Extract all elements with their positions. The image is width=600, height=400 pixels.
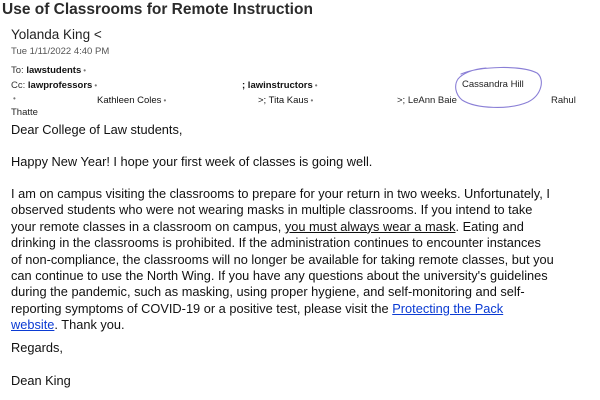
recipient-cassandra-hill[interactable]: Cassandra Hill (462, 79, 524, 90)
regards-text: Regards, (11, 340, 63, 355)
recipient-dot-wrap (11, 93, 16, 104)
website-link[interactable]: website (11, 317, 55, 333)
recipient-lawinstructors-wrap (242, 80, 318, 91)
recipient-dot-icon: • (83, 66, 87, 75)
signature: Dean King (11, 373, 71, 388)
paragraph-main: I am on campus visiting the classrooms to prepare for your return in two weeks. Unfortunately, I observed students who were not wearing masks in multiple classrooms. If you intend to take your remote classes in a classroom on campus, you must always wear a mask. Eating and drinking in the classrooms is prohibited. If the administration continues to encounter instances of non-compliance, the classrooms will no longer be available for taking remote classes, but you can continue to use the North Wing. If you have any questions about the university's guidelines during the pandemic, such as masking, using proper hygiene, and self-monitoring and self- reporting symptoms of COVID-19 or a positive test, please visit the Protecting the Pack website. Thank you. (11, 186, 554, 333)
email-greeting: Dear College of Law students, (11, 122, 183, 137)
recipient-dot-icon: • (310, 96, 314, 105)
recipient-dot-icon: • (94, 81, 98, 90)
mask-requirement: you must always wear a mask (284, 218, 456, 234)
recipient-kathleen-coles[interactable]: Kathleen Coles (97, 95, 162, 106)
to-label: To: (11, 65, 24, 76)
recipient-thatte[interactable]: Thatte (11, 107, 38, 118)
sent-date: Tue 1/11/2022 4:40 PM (11, 46, 110, 57)
recipient-kathleen-coles-wrap (97, 95, 166, 106)
email-subject: Use of Classrooms for Remote Instruction (2, 1, 313, 18)
recipient-lawprofessors[interactable]: lawprofessors (27, 80, 93, 91)
cc-label: Cc: lawprofessors • (11, 80, 98, 91)
recipient-lawstudents[interactable]: lawstudents (26, 65, 82, 76)
recipient-tita-kaus-wrap (258, 95, 313, 106)
recipient-lawinstructors[interactable]: ; lawinstructors (242, 80, 313, 91)
recipient-dot-icon: • (13, 94, 16, 103)
recipient-rahul[interactable]: Rahul (551, 95, 576, 106)
recipient-dot-icon: • (314, 81, 318, 90)
paragraph-intro: Happy New Year! I hope your first week of classes is going well. (11, 154, 373, 169)
to-line (11, 65, 86, 76)
protecting-the-pack-link[interactable]: Protecting the Pack (392, 300, 504, 316)
recipient-tita-kaus[interactable]: >; Tita Kaus (258, 95, 309, 106)
recipient-dot-icon: • (163, 96, 167, 105)
sender-name[interactable]: Yolanda King < (11, 27, 102, 42)
recipient-leann-baie[interactable]: >; LeAnn Baie (397, 95, 457, 106)
